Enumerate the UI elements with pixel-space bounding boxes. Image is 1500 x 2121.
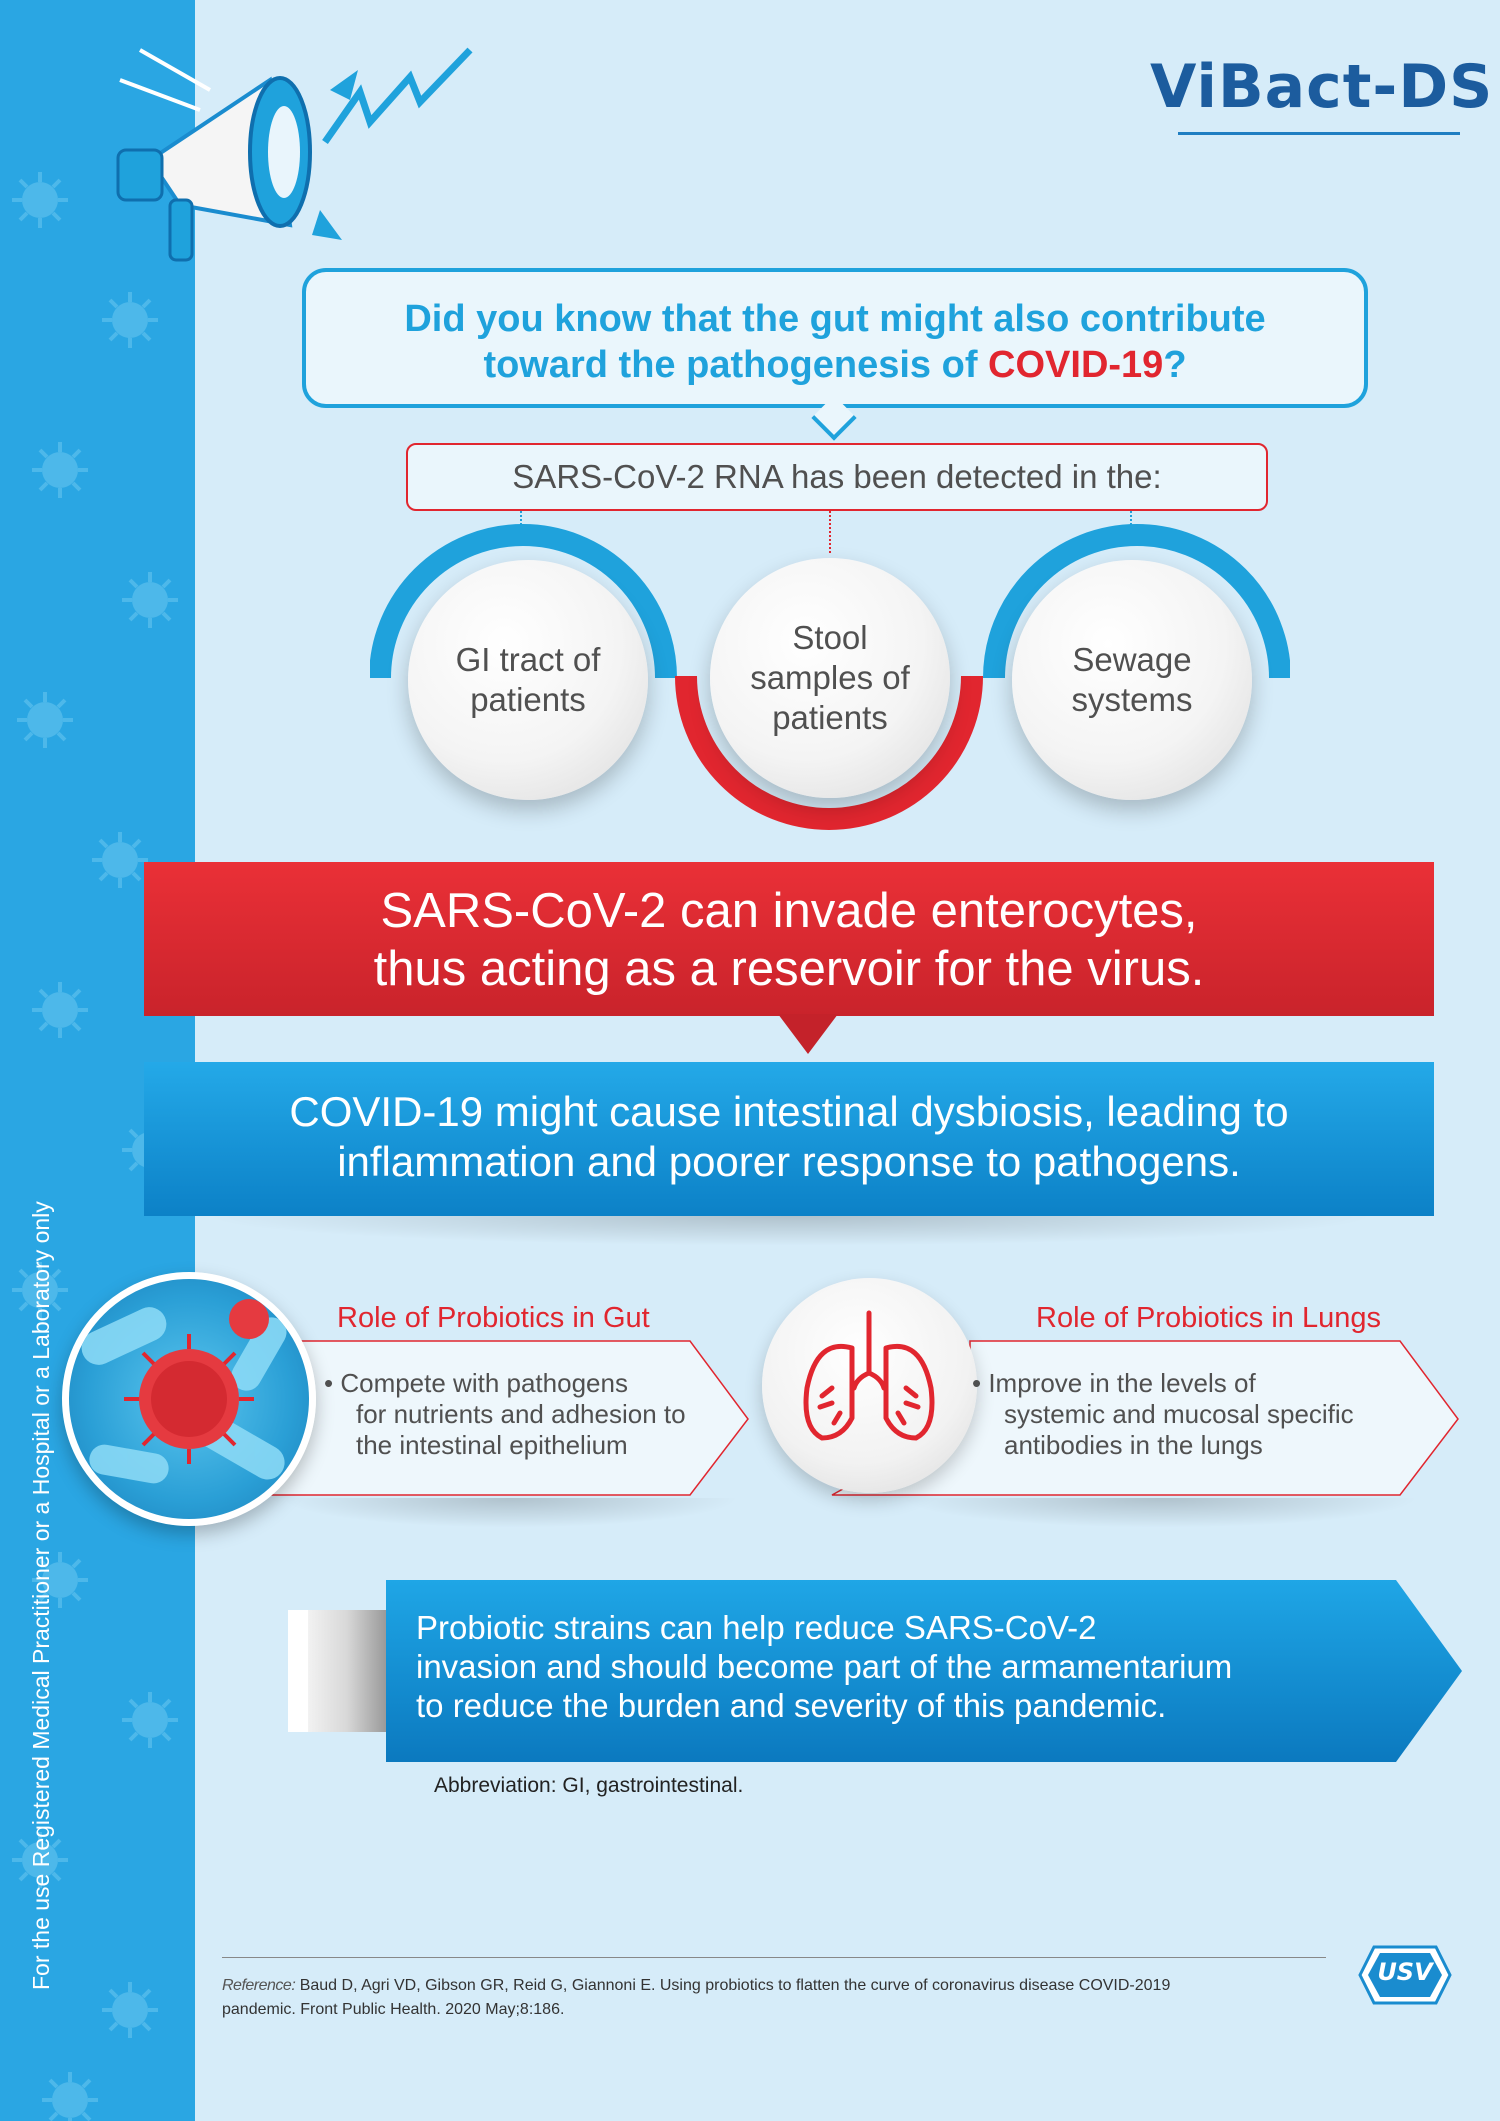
- site-label: Sewage systems: [1071, 641, 1193, 718]
- question-line-2-suffix: ?: [1163, 344, 1187, 386]
- reference-divider: [222, 1957, 1326, 1958]
- rna-detected-heading: SARS-CoV-2 RNA has been detected in the:: [512, 458, 1162, 495]
- lungs-circle: [762, 1278, 977, 1493]
- question-line-2: [306, 342, 1364, 388]
- lungs-bullet-line: antibodies in the lungs: [1004, 1430, 1263, 1460]
- gut-bullets: [324, 1368, 686, 1461]
- dysbiosis-line-2: inflammation and poorer response to pathogens.: [337, 1138, 1241, 1185]
- site-circle-gi-tract: [408, 560, 648, 800]
- gut-bullet-line: for nutrients and adhesion to: [356, 1399, 686, 1429]
- lungs-shadow: [900, 1498, 1420, 1528]
- restriction-notice-text: For the use Registered Medical Practitioner or a Hospital or a Laboratory only: [28, 1201, 54, 1990]
- bacteria-virus-icon: [69, 1279, 309, 1519]
- usv-logo-text: USV: [1377, 1958, 1433, 1986]
- question-line-2-prefix: toward the pathogenesis of: [483, 344, 989, 386]
- lungs-bullet-line: • Improve in the levels of: [972, 1368, 1256, 1398]
- gut-shadow: [280, 1498, 740, 1528]
- lightning-icon: [320, 42, 480, 152]
- banner-shadow: [200, 1216, 1380, 1246]
- gut-bullet-line: • Compete with pathogens: [324, 1368, 628, 1398]
- site-circle-stool: [710, 558, 950, 798]
- enterocyte-line-2: thus acting as a reservoir for the virus.: [373, 942, 1205, 996]
- abbreviation-note: Abbreviation: GI, gastrointestinal.: [434, 1774, 744, 1797]
- reference-text: [222, 1974, 1222, 2022]
- question-bubble: [302, 268, 1368, 408]
- reference-citation: Baud D, Agri VD, Gibson GR, Reid G, Giannoni E. Using probiotics to flatten the curve of coronavirus disease COVID-2019 pandemic. Front Public Health. 2020 May;8:186.: [222, 1977, 1171, 2018]
- lungs-bullets: [972, 1368, 1354, 1461]
- reference-label: Reference:: [222, 1977, 296, 1994]
- question-line-1: Did you know that the gut might also contribute: [404, 298, 1266, 340]
- dysbiosis-line-1: COVID-19 might cause intestinal dysbiosis, leading to: [289, 1088, 1289, 1135]
- logo-underline: [1178, 132, 1460, 135]
- dysbiosis-banner: [144, 1062, 1434, 1216]
- question-accent: COVID-19: [988, 344, 1164, 386]
- rna-detected-box: [406, 443, 1268, 511]
- vibact-ds-logo: ViBact-DS: [1150, 52, 1494, 122]
- lungs-icon: [762, 1278, 977, 1493]
- conclusion-text: [416, 1608, 1232, 1725]
- gut-title: Role of Probiotics in Gut: [337, 1302, 650, 1334]
- conclusion-line-2: invasion and should become part of the armamentarium: [416, 1648, 1233, 1685]
- site-label: GI tract of patients: [455, 641, 601, 718]
- enterocyte-banner-text: [144, 882, 1434, 998]
- conclusion-line-3: to reduce the burden and severity of this pandemic.: [416, 1687, 1167, 1724]
- gut-bullet-line: the intestinal epithelium: [356, 1430, 628, 1460]
- enterocyte-banner: [144, 862, 1434, 1016]
- gut-circle: [62, 1272, 316, 1526]
- dysbiosis-banner-text: [144, 1087, 1434, 1187]
- site-circle-sewage: [1012, 560, 1252, 800]
- enterocyte-banner-pointer: [778, 1014, 838, 1054]
- site-label: Stool samples of patients: [750, 619, 910, 736]
- enterocyte-line-1: SARS-CoV-2 can invade enterocytes,: [380, 884, 1198, 938]
- conclusion-line-1: Probiotic strains can help reduce SARS-CoV-2: [416, 1609, 1097, 1646]
- question-text: [306, 296, 1364, 388]
- lungs-title: Role of Probiotics in Lungs: [1036, 1302, 1381, 1334]
- lungs-bullet-line: systemic and mucosal specific: [1004, 1399, 1354, 1429]
